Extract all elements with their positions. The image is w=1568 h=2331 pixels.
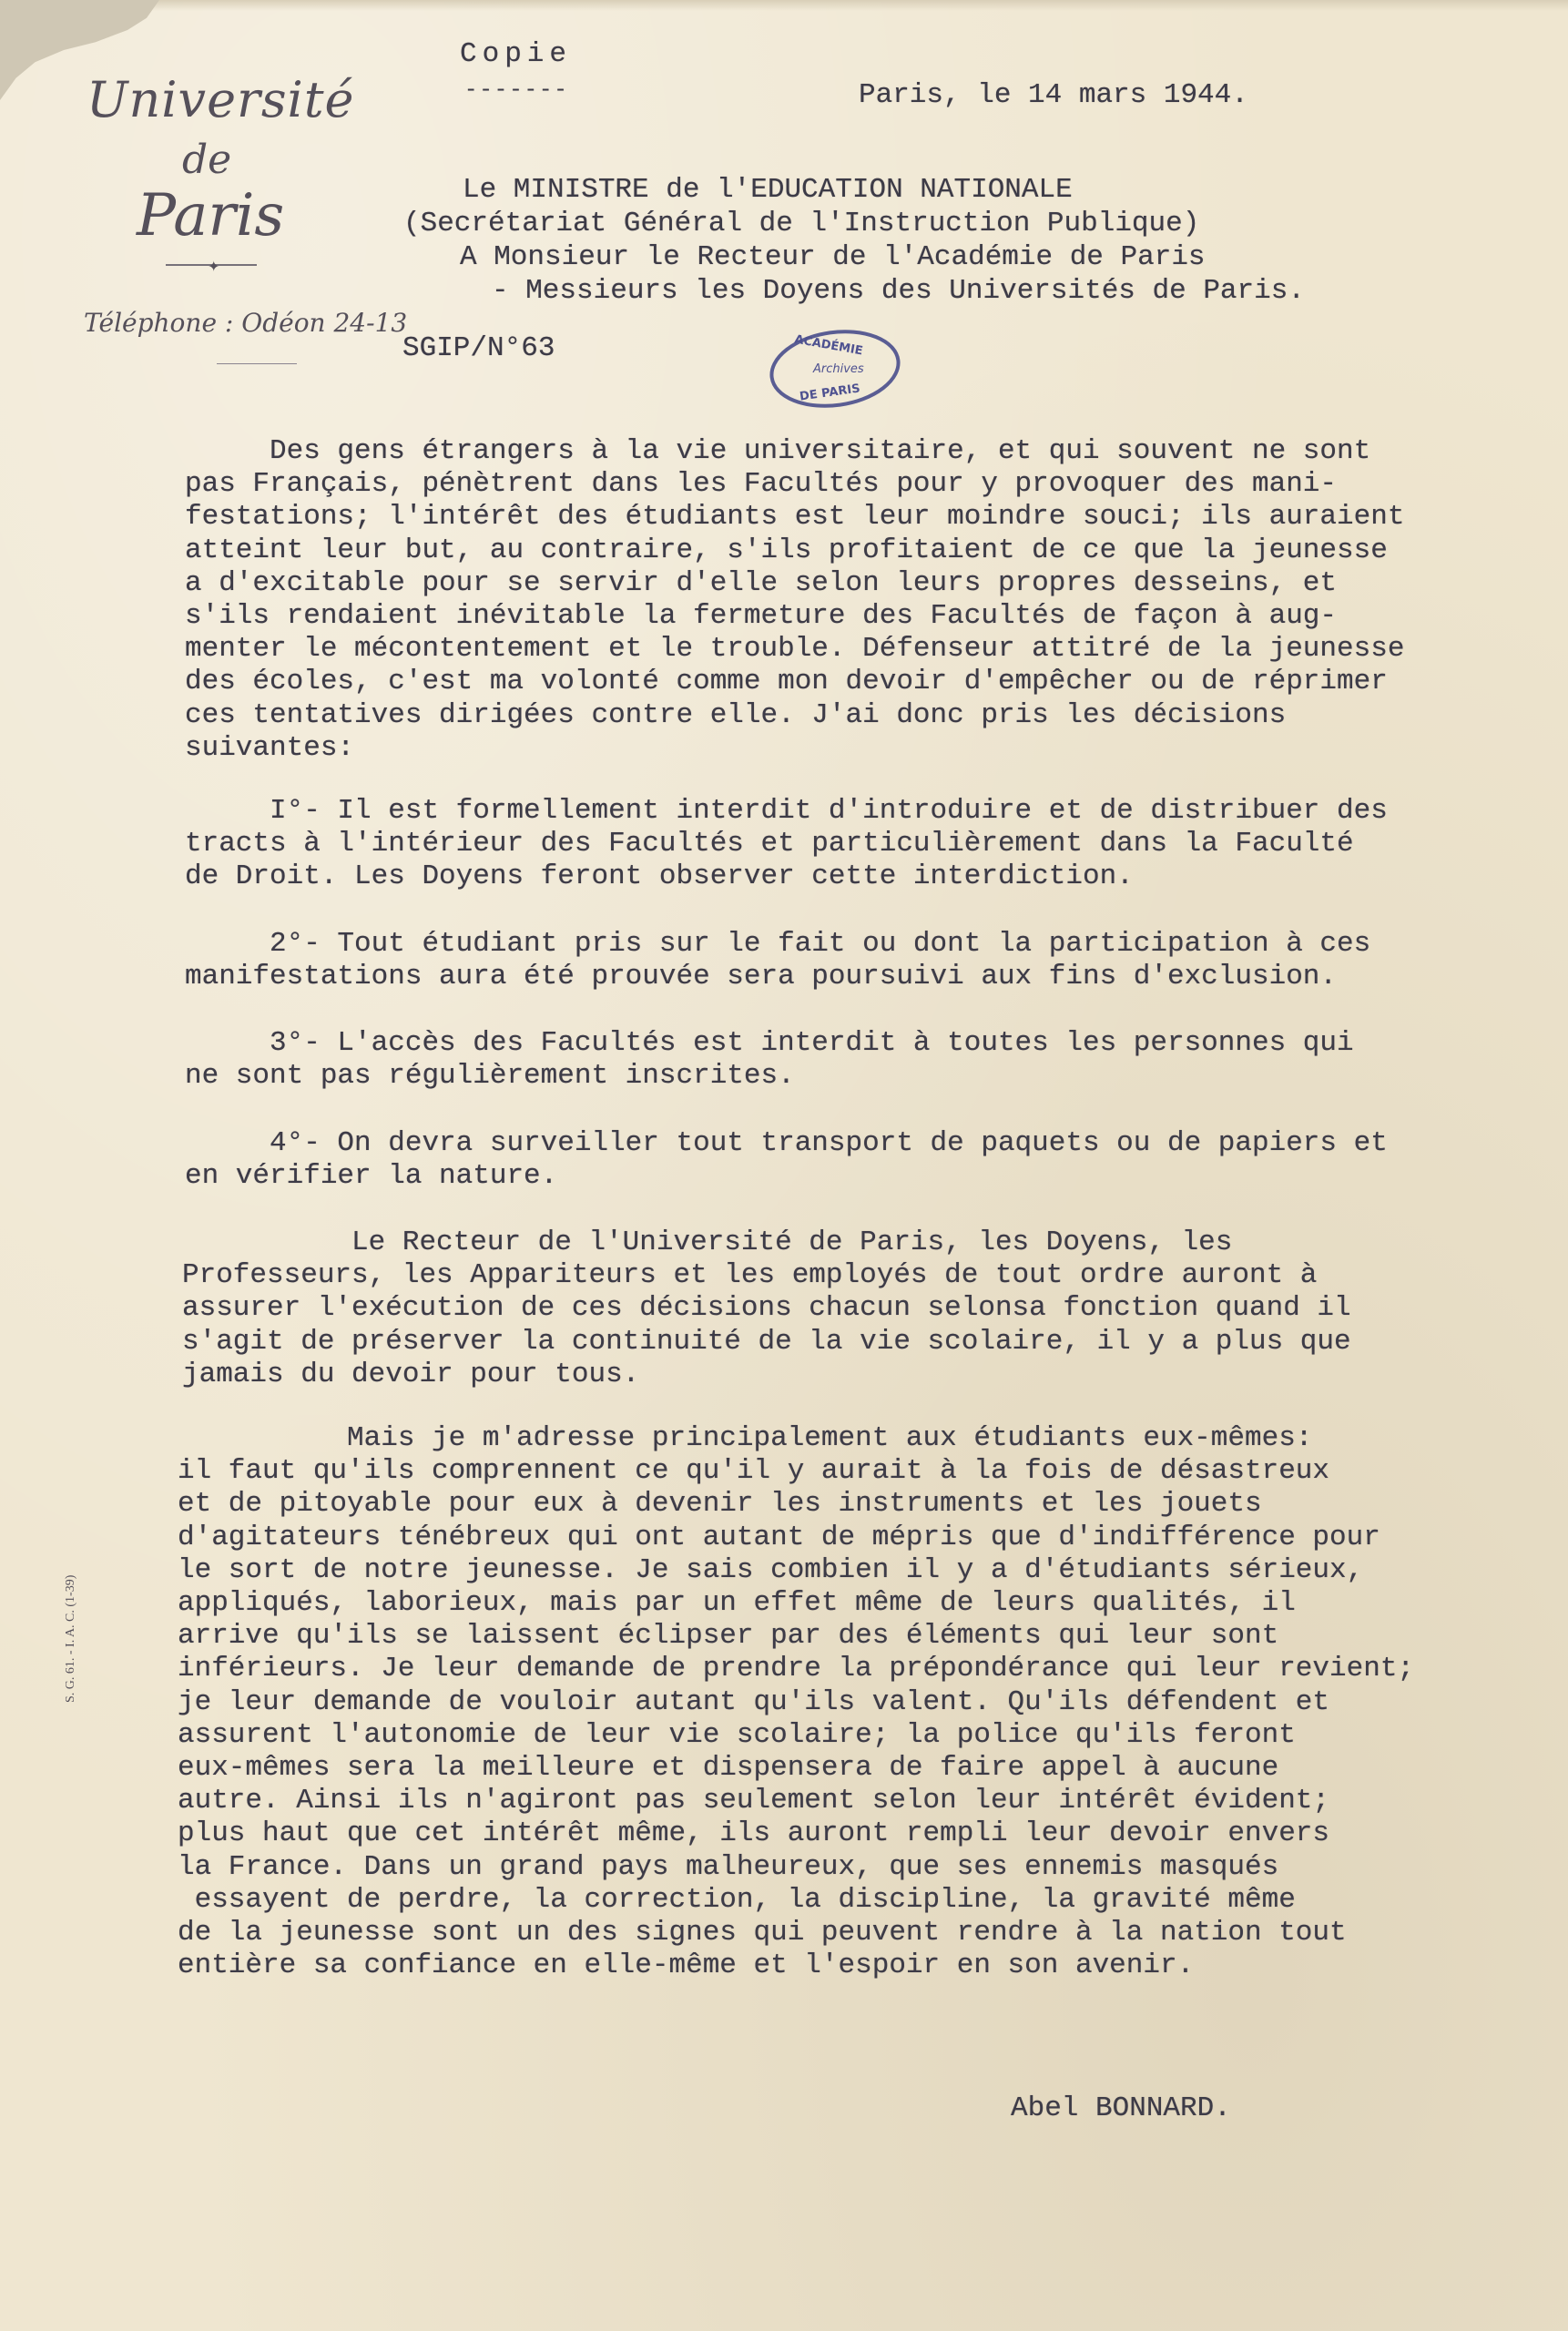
stamp-text-bottom: DE PARIS: [799, 382, 861, 404]
body-decision-1: I°- Il est formellement interdit d'introduire et de distribuer des tracts à l'intérieur des Facultés et particulièrement dans la Faculté de Droit. Les Doyens feront observer cette interdiction.: [185, 795, 1388, 893]
body-decision-3: 3°- L'accès des Facultés est interdit à toutes les personnes qui ne sont pas régulièrement inscrites.: [185, 1027, 1354, 1093]
margin-print-code: S. G. 61. - I. A. C. (1-39): [64, 1574, 77, 1703]
address-line-1: Le MINISTRE de l'EDUCATION NATIONALE: [463, 174, 1073, 206]
letterhead-ornament: ✦: [208, 258, 220, 275]
reference-number: SGIP/N°63: [402, 332, 555, 364]
letterhead-paris: Paris: [137, 182, 285, 249]
letterhead-de: de: [182, 137, 232, 183]
document-date: Paris, le 14 mars 1944.: [859, 79, 1248, 111]
address-line-4: - Messieurs les Doyens des Universités de Paris.: [492, 275, 1305, 307]
stamp-text-top: ACADÉMIE: [793, 332, 864, 359]
address-line-3: A Monsieur le Recteur de l'Académie de Paris: [460, 241, 1206, 273]
address-line-2: (Secrétariat Général de l'Instruction Publique): [403, 208, 1200, 239]
paper-top-edge: [146, 0, 1568, 11]
letterhead-telephone: Téléphone : Odéon 24-13: [84, 308, 408, 338]
body-paragraph-recteur: Le Recteur de l'Université de Paris, les Doyens, les Professeurs, les Appariteurs et les employés de tout ordre auront à assurer l'exécution de ces décisions chacun selonsa fonction quand il s'agit de préserver la continuité de la vie scolaire, il y a plus que jamais du devoir pour tous.: [182, 1227, 1351, 1390]
letterhead-rule-small: [217, 363, 297, 364]
body-decision-2: 2°- Tout étudiant pris sur le fait ou dont la participation à ces manifestations aura été prouvée sera poursuivi aux fins d'exclusion.: [185, 928, 1371, 993]
copie-label: Copie: [460, 38, 573, 70]
stamp-text-middle: Archives: [813, 362, 864, 376]
body-paragraph-etudiants: Mais je m'adresse principalement aux étudiants eux-mêmes: il faut qu'ils comprennent ce qu'il y aurait à la fois de désastreux et de pitoyable pour eux à devenir les instruments et les jouets d'agitateurs ténébreux qui ont autant de mépris que d'indifférence pour le sort de notre jeunesse. Je sais combien il y a d'étudiants sérieux, appliqués, laborieux, mais par un effet même de leurs qualités, il arrive qu'ils se laissent éclipser par des éléments qui leur sont inférieurs. Je leur demande de prendre la prépondérance qui leur revient; je leur demande de vouloir autant qu'ils valent. Qu'ils défendent et assurent l'autonomie de leur vie scolaire; la police qu'ils feront eux-mêmes sera la meilleure et dispensera de faire appel à aucune autre. Ainsi ils n'agiront pas seulement selon leur intérêt évident; plus haut que cet intérêt même, ils auront rempli leur devoir envers la France. Dans un grand pays malheureux, que ses ennemis masqués essayent de perdre, la correction, la discipline, la gravité même de la jeunesse sont un des signes qui peuvent rendre à la nation tout entière sa confiance en elle-même et l'espoir en son avenir.: [178, 1422, 1415, 1982]
copie-underline: -------: [464, 78, 569, 103]
body-paragraph-intro: Des gens étrangers à la vie universitaire, et qui souvent ne sont pas Français, pénètrent dans les Facultés pour y provoquer des mani- festations; l'intérêt des étudiants est leur moindre souci; ils auraient atteint leur but, au contraire, s'ils profitaient de ce que la jeunesse a d'excitable pour se servir d'elle selon leurs propres desseins, et s'ils rendaient inévitable la fermeture des Facultés de façon à aug- menter le mécontentement et le trouble. Défenseur attitré de la jeunesse des écoles, c'est ma volonté comme mon devoir d'empêcher ou de réprimer ces tentatives dirigées contre elle. J'ai donc pris les décisions suivantes:: [185, 435, 1405, 764]
letterhead-universite: Université: [87, 71, 355, 128]
signature: Abel BONNARD.: [1011, 2092, 1231, 2124]
body-decision-4: 4°- On devra surveiller tout transport de paquets ou de papiers et en vérifier la nature.: [185, 1127, 1388, 1193]
